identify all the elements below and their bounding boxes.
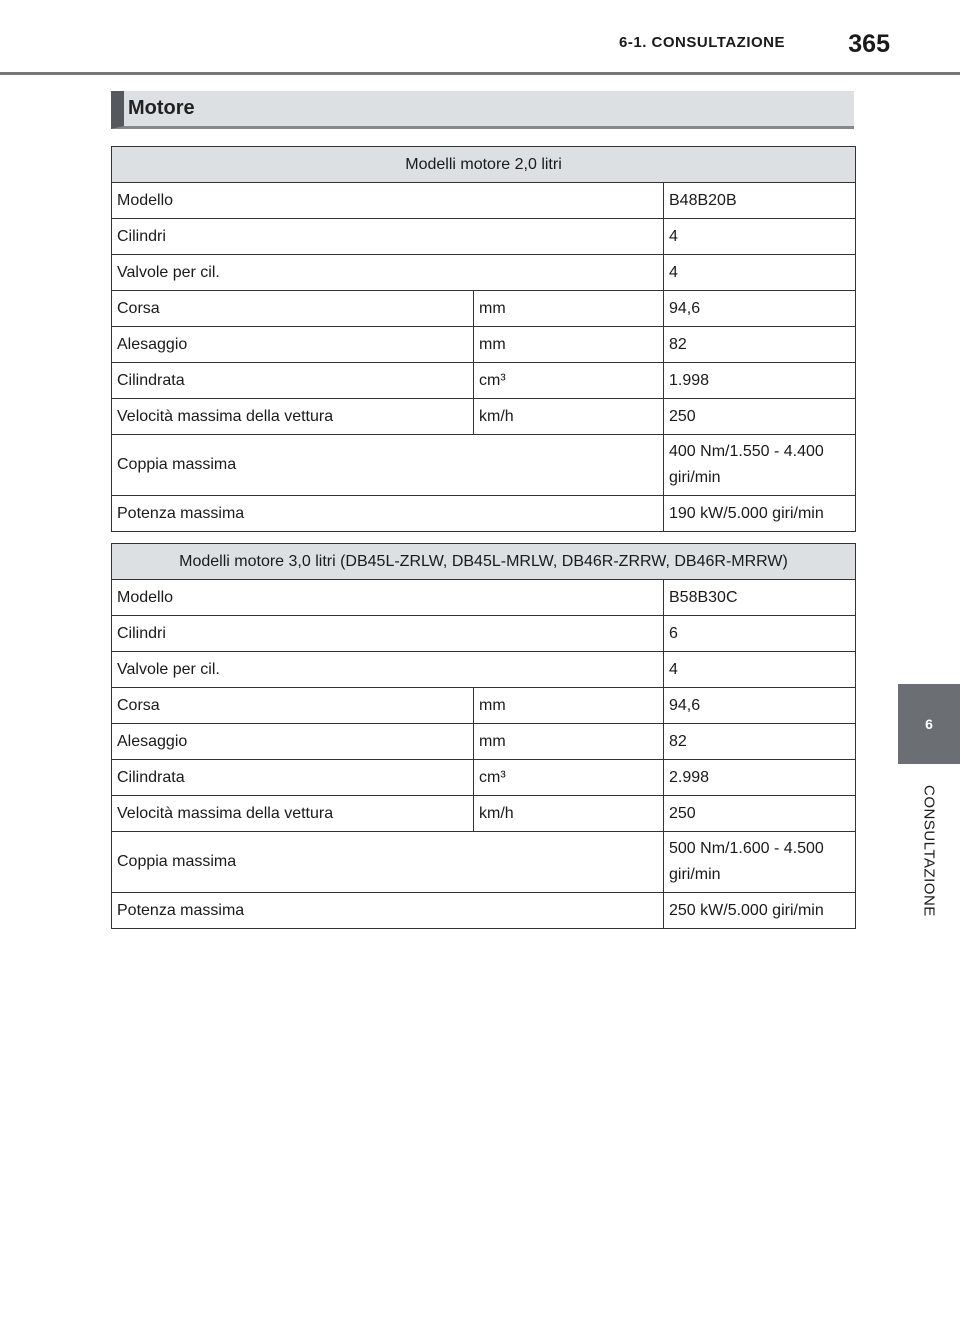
table-row xyxy=(112,327,856,363)
chapter-label-text: CONSULTAZIONE xyxy=(920,785,938,917)
row-value: 500 Nm/1.600 - 4.500 giri/min xyxy=(664,832,856,893)
row-label: Corsa xyxy=(112,291,474,327)
row-value: 250 xyxy=(664,399,856,435)
chapter-tab[interactable] xyxy=(898,684,960,764)
row-value: 6 xyxy=(664,616,856,652)
table-row xyxy=(112,435,856,496)
table-row xyxy=(112,652,856,688)
page-number: 365 xyxy=(848,30,890,58)
table-row xyxy=(112,724,856,760)
table-row xyxy=(112,291,856,327)
table-row xyxy=(112,219,856,255)
table-row xyxy=(112,796,856,832)
header-divider xyxy=(0,72,960,75)
row-value: 4 xyxy=(664,255,856,291)
table-row xyxy=(112,760,856,796)
row-unit: mm xyxy=(474,688,664,724)
row-label: Valvole per cil. xyxy=(112,255,664,291)
section-title-text: Motore xyxy=(128,97,195,119)
row-label: Potenza massima xyxy=(112,496,664,532)
row-unit: km/h xyxy=(474,399,664,435)
chapter-number: 6 xyxy=(925,716,933,732)
row-value: 94,6 xyxy=(664,688,856,724)
table-row xyxy=(112,399,856,435)
row-value: 250 xyxy=(664,796,856,832)
row-value: 250 kW/5.000 giri/min xyxy=(664,893,856,929)
table-caption: Modelli motore 2,0 litri xyxy=(112,147,856,183)
table-row xyxy=(112,496,856,532)
table-row xyxy=(112,363,856,399)
table-row xyxy=(112,255,856,291)
row-value: 82 xyxy=(664,327,856,363)
row-label: Alesaggio xyxy=(112,327,474,363)
row-value: 1.998 xyxy=(664,363,856,399)
row-unit: mm xyxy=(474,291,664,327)
table-row xyxy=(112,832,856,893)
row-value: 94,6 xyxy=(664,291,856,327)
row-label: Coppia massima xyxy=(112,435,664,496)
row-value: 190 kW/5.000 giri/min xyxy=(664,496,856,532)
row-value: 4 xyxy=(664,652,856,688)
row-label: Potenza massima xyxy=(112,893,664,929)
row-label: Coppia massima xyxy=(112,832,664,893)
table-caption: Modelli motore 3,0 litri (DB45L-ZRLW, DB45L-MRLW, DB46R-ZRRW, DB46R-MRRW) xyxy=(112,544,856,580)
section-title xyxy=(111,91,854,129)
row-unit: mm xyxy=(474,724,664,760)
row-label: Modello xyxy=(112,183,664,219)
table-caption-row xyxy=(112,147,856,183)
engine-spec-table-3l xyxy=(111,543,856,929)
row-value: B48B20B xyxy=(664,183,856,219)
row-label: Velocità massima della vettura xyxy=(112,399,474,435)
row-value: 4 xyxy=(664,219,856,255)
row-label: Alesaggio xyxy=(112,724,474,760)
row-label: Velocità massima della vettura xyxy=(112,796,474,832)
row-label: Cilindrata xyxy=(112,760,474,796)
row-label: Cilindri xyxy=(112,616,664,652)
row-label: Cilindrata xyxy=(112,363,474,399)
row-unit: cm³ xyxy=(474,363,664,399)
row-unit: mm xyxy=(474,327,664,363)
table-row xyxy=(112,893,856,929)
row-label: Modello xyxy=(112,580,664,616)
table-caption-row xyxy=(112,544,856,580)
row-value: B58B30C xyxy=(664,580,856,616)
row-label: Valvole per cil. xyxy=(112,652,664,688)
table-row xyxy=(112,580,856,616)
row-value: 2.998 xyxy=(664,760,856,796)
chapter-label xyxy=(919,785,939,945)
table-row xyxy=(112,616,856,652)
table-row xyxy=(112,183,856,219)
section-heading: 6-1. CONSULTAZIONE xyxy=(619,34,785,51)
row-unit: km/h xyxy=(474,796,664,832)
table-row xyxy=(112,688,856,724)
row-label: Corsa xyxy=(112,688,474,724)
row-value: 82 xyxy=(664,724,856,760)
row-value: 400 Nm/1.550 - 4.400 giri/min xyxy=(664,435,856,496)
engine-spec-table-2l xyxy=(111,146,856,532)
row-label: Cilindri xyxy=(112,219,664,255)
row-unit: cm³ xyxy=(474,760,664,796)
